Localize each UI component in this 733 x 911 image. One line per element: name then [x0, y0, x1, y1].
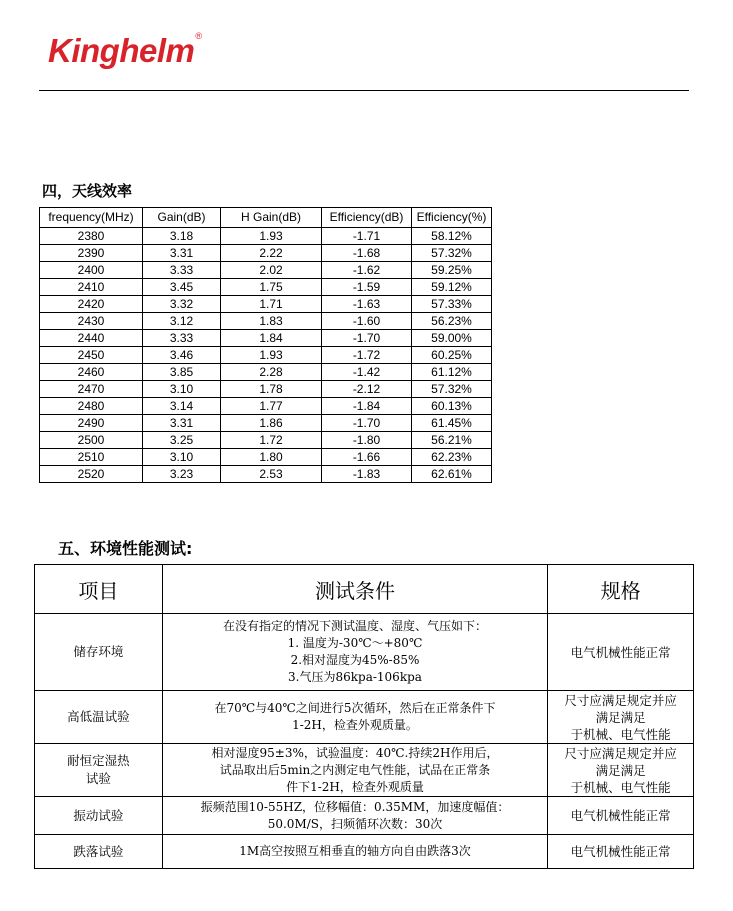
efficiency-pct-cell: 57.33%: [412, 296, 492, 313]
efficiency-pct-cell: 61.12%: [412, 364, 492, 381]
env-condition-cell-line: 在没有指定的情况下测试温度、湿度、气压如下：: [222, 619, 487, 633]
gain-cell: 3.10: [143, 449, 221, 466]
env-condition-cell-line: 1M高空按照互相垂直的轴方向自由跌落3次: [239, 844, 471, 858]
gain-cell: 3.18: [143, 228, 221, 245]
frequency-cell: 2520: [40, 466, 143, 483]
env-item-cell-line: 耐恒定湿热: [67, 753, 130, 768]
h-gain-cell: 2.53: [221, 466, 322, 483]
table-row: [40, 296, 492, 313]
table-row: [40, 466, 492, 483]
efficiency-db-cell: -1.70: [322, 415, 412, 432]
frequency-cell: 2460: [40, 364, 143, 381]
env-condition-cell: [162, 614, 547, 691]
env-row: [35, 835, 694, 869]
gain-cell: 3.25: [143, 432, 221, 449]
env-header-row: [35, 565, 694, 614]
efficiency-db-cell: -1.62: [322, 262, 412, 279]
efficiency-db-cell: -1.83: [322, 466, 412, 483]
efficiency-db-cell: -1.84: [322, 398, 412, 415]
gain-cell: 3.12: [143, 313, 221, 330]
env-condition-cell: [162, 691, 547, 744]
env-item-cell: [35, 835, 163, 869]
env-header-spec: 规格: [548, 565, 694, 614]
efficiency-pct-cell: 57.32%: [412, 381, 492, 398]
env-item-cell: [35, 744, 163, 797]
frequency-cell: 2400: [40, 262, 143, 279]
gain-cell: 3.31: [143, 415, 221, 432]
efficiency-db-cell: -2.12: [322, 381, 412, 398]
frequency-cell: 2500: [40, 432, 143, 449]
frequency-cell: 2380: [40, 228, 143, 245]
logo-text: Kinghelm: [48, 32, 195, 69]
h-gain-cell: 2.02: [221, 262, 322, 279]
env-condition-cell-line: 振频范围10-55HZ，位移幅值：0.35MM，加速度幅值：: [200, 799, 510, 814]
env-condition-cell: [162, 835, 547, 869]
h-gain-cell: 1.93: [221, 347, 322, 364]
gain-cell: 3.85: [143, 364, 221, 381]
registered-mark: ®: [195, 31, 202, 41]
efficiency-db-cell: -1.68: [322, 245, 412, 262]
h-gain-cell: 1.80: [221, 449, 322, 466]
h-gain-cell: 1.77: [221, 398, 322, 415]
env-header-item: 项目: [35, 565, 163, 614]
frequency-cell: 2490: [40, 415, 143, 432]
env-spec-cell-line: 尺寸应满足规定并应: [564, 692, 677, 708]
table-row: [40, 347, 492, 364]
env-item-cell-line: 储存环境: [73, 644, 124, 659]
efficiency-pct-cell: 62.61%: [412, 466, 492, 483]
env-spec-cell-line: 满足满足: [595, 709, 646, 725]
env-item-cell-line: 跌落试验: [73, 843, 124, 859]
h-gain-cell: 1.71: [221, 296, 322, 313]
env-item-cell: [35, 614, 163, 691]
env-condition-cell-line: 1-2H，检查外观质量。: [292, 718, 418, 732]
antenna-efficiency-table: [39, 207, 492, 483]
table-row: [40, 279, 492, 296]
env-condition-cell: [162, 744, 547, 797]
efficiency-db-cell: -1.72: [322, 347, 412, 364]
efficiency-pct-cell: 58.12%: [412, 228, 492, 245]
frequency-cell: 2450: [40, 347, 143, 364]
table-row: [40, 415, 492, 432]
header-frequency: frequency(MHz): [40, 208, 143, 228]
frequency-cell: 2440: [40, 330, 143, 347]
efficiency-pct-cell: 57.32%: [412, 245, 492, 262]
env-condition-cell-line: 件下1-2H，检查外观质量: [286, 779, 424, 794]
header-divider: [39, 90, 689, 91]
section-5-title: 五、环境性能测试:: [58, 539, 193, 558]
frequency-cell: 2430: [40, 313, 143, 330]
env-condition-cell-line: 1. 温度为-30℃～+80℃: [287, 636, 423, 650]
env-row: [35, 744, 694, 797]
frequency-cell: 2410: [40, 279, 143, 296]
efficiency-db-cell: -1.80: [322, 432, 412, 449]
efficiency-db-cell: -1.71: [322, 228, 412, 245]
header-gain: Gain(dB): [143, 208, 221, 228]
gain-cell: 3.45: [143, 279, 221, 296]
efficiency-pct-cell: 59.25%: [412, 262, 492, 279]
efficiency-pct-cell: 61.45%: [412, 415, 492, 432]
section-4-title: 四，天线效率: [42, 182, 133, 200]
table-row: [40, 313, 492, 330]
env-spec-cell: [548, 614, 694, 691]
env-spec-cell-line: 电气机械性能正常: [570, 844, 671, 859]
h-gain-cell: 1.75: [221, 279, 322, 296]
table-row: [40, 262, 492, 279]
table-row: [40, 330, 492, 347]
frequency-cell: 2480: [40, 398, 143, 415]
h-gain-cell: 1.86: [221, 415, 322, 432]
frequency-cell: 2470: [40, 381, 143, 398]
kinghelm-logo: [48, 31, 202, 69]
table-row: [40, 381, 492, 398]
h-gain-cell: 1.72: [221, 432, 322, 449]
efficiency-pct-cell: 56.21%: [412, 432, 492, 449]
h-gain-cell: 1.84: [221, 330, 322, 347]
env-condition-cell: [162, 797, 547, 835]
header-efficiency-db: Efficiency(dB): [322, 208, 412, 228]
gain-cell: 3.23: [143, 466, 221, 483]
table-row: [40, 228, 492, 245]
gain-cell: 3.46: [143, 347, 221, 364]
gain-cell: 3.32: [143, 296, 221, 313]
env-row: [35, 691, 694, 744]
efficiency-db-cell: -1.66: [322, 449, 412, 466]
table-row: [40, 432, 492, 449]
h-gain-cell: 1.93: [221, 228, 322, 245]
efficiency-pct-cell: 60.13%: [412, 398, 492, 415]
env-item-cell-line: 振动试验: [73, 807, 124, 823]
efficiency-db-cell: -1.60: [322, 313, 412, 330]
env-condition-cell-line: 相对湿度95±3%，试验温度：40℃.持续2H作用后，: [211, 745, 499, 760]
gain-cell: 3.33: [143, 330, 221, 347]
efficiency-db-cell: -1.70: [322, 330, 412, 347]
env-spec-cell-line: 于机械、电气性能: [570, 779, 671, 795]
frequency-cell: 2390: [40, 245, 143, 262]
h-gain-cell: 1.78: [221, 381, 322, 398]
efficiency-db-cell: -1.59: [322, 279, 412, 296]
table-row: [40, 398, 492, 415]
table-header-row: [40, 208, 492, 228]
h-gain-cell: 1.83: [221, 313, 322, 330]
env-spec-cell: [548, 691, 694, 744]
env-spec-cell: [548, 797, 694, 835]
table-row: [40, 245, 492, 262]
header-efficiency-pct: Efficiency(%): [412, 208, 492, 228]
efficiency-pct-cell: 60.25%: [412, 347, 492, 364]
env-row: [35, 797, 694, 835]
env-item-cell: [35, 797, 163, 835]
env-spec-cell-line: 满足满足: [595, 762, 646, 778]
env-spec-cell-line: 电气机械性能正常: [570, 644, 671, 660]
gain-cell: 3.33: [143, 262, 221, 279]
gain-cell: 3.10: [143, 381, 221, 398]
env-spec-cell: [548, 835, 694, 869]
header-h-gain: H Gain(dB): [221, 208, 322, 228]
env-row: [35, 614, 694, 691]
env-item-cell-line: 高低温试验: [67, 709, 130, 724]
env-header-condition: 测试条件: [162, 565, 547, 614]
env-spec-cell-line: 电气机械性能正常: [570, 808, 671, 823]
env-condition-cell-line: 50.0M/S，扫频循环次数：30次: [267, 816, 443, 831]
environmental-test-table: [34, 564, 694, 869]
gain-cell: 3.14: [143, 398, 221, 415]
env-condition-cell-line: 试品取出后5min之内测定电气性能，试品在正常条: [219, 762, 491, 777]
env-spec-cell: [548, 744, 694, 797]
table-row: [40, 364, 492, 381]
env-condition-cell-line: 3.气压为86kpa-106kpa: [288, 670, 422, 684]
efficiency-pct-cell: 59.00%: [412, 330, 492, 347]
efficiency-pct-cell: 56.23%: [412, 313, 492, 330]
efficiency-db-cell: -1.63: [322, 296, 412, 313]
env-condition-cell-line: 2.相对湿度为45%-85%: [290, 653, 420, 667]
env-spec-cell-line: 尺寸应满足规定并应: [564, 745, 677, 761]
gain-cell: 3.31: [143, 245, 221, 262]
frequency-cell: 2510: [40, 449, 143, 466]
env-spec-cell-line: 于机械、电气性能: [570, 726, 671, 742]
h-gain-cell: 2.28: [221, 364, 322, 381]
efficiency-pct-cell: 59.12%: [412, 279, 492, 296]
table-row: [40, 449, 492, 466]
env-item-cell-line: 试验: [85, 771, 111, 786]
frequency-cell: 2420: [40, 296, 143, 313]
efficiency-db-cell: -1.42: [322, 364, 412, 381]
env-condition-cell-line: 在70℃与40℃之间进行5次循环，然后在正常条件下: [214, 701, 496, 715]
h-gain-cell: 2.22: [221, 245, 322, 262]
efficiency-pct-cell: 62.23%: [412, 449, 492, 466]
env-item-cell: [35, 691, 163, 744]
